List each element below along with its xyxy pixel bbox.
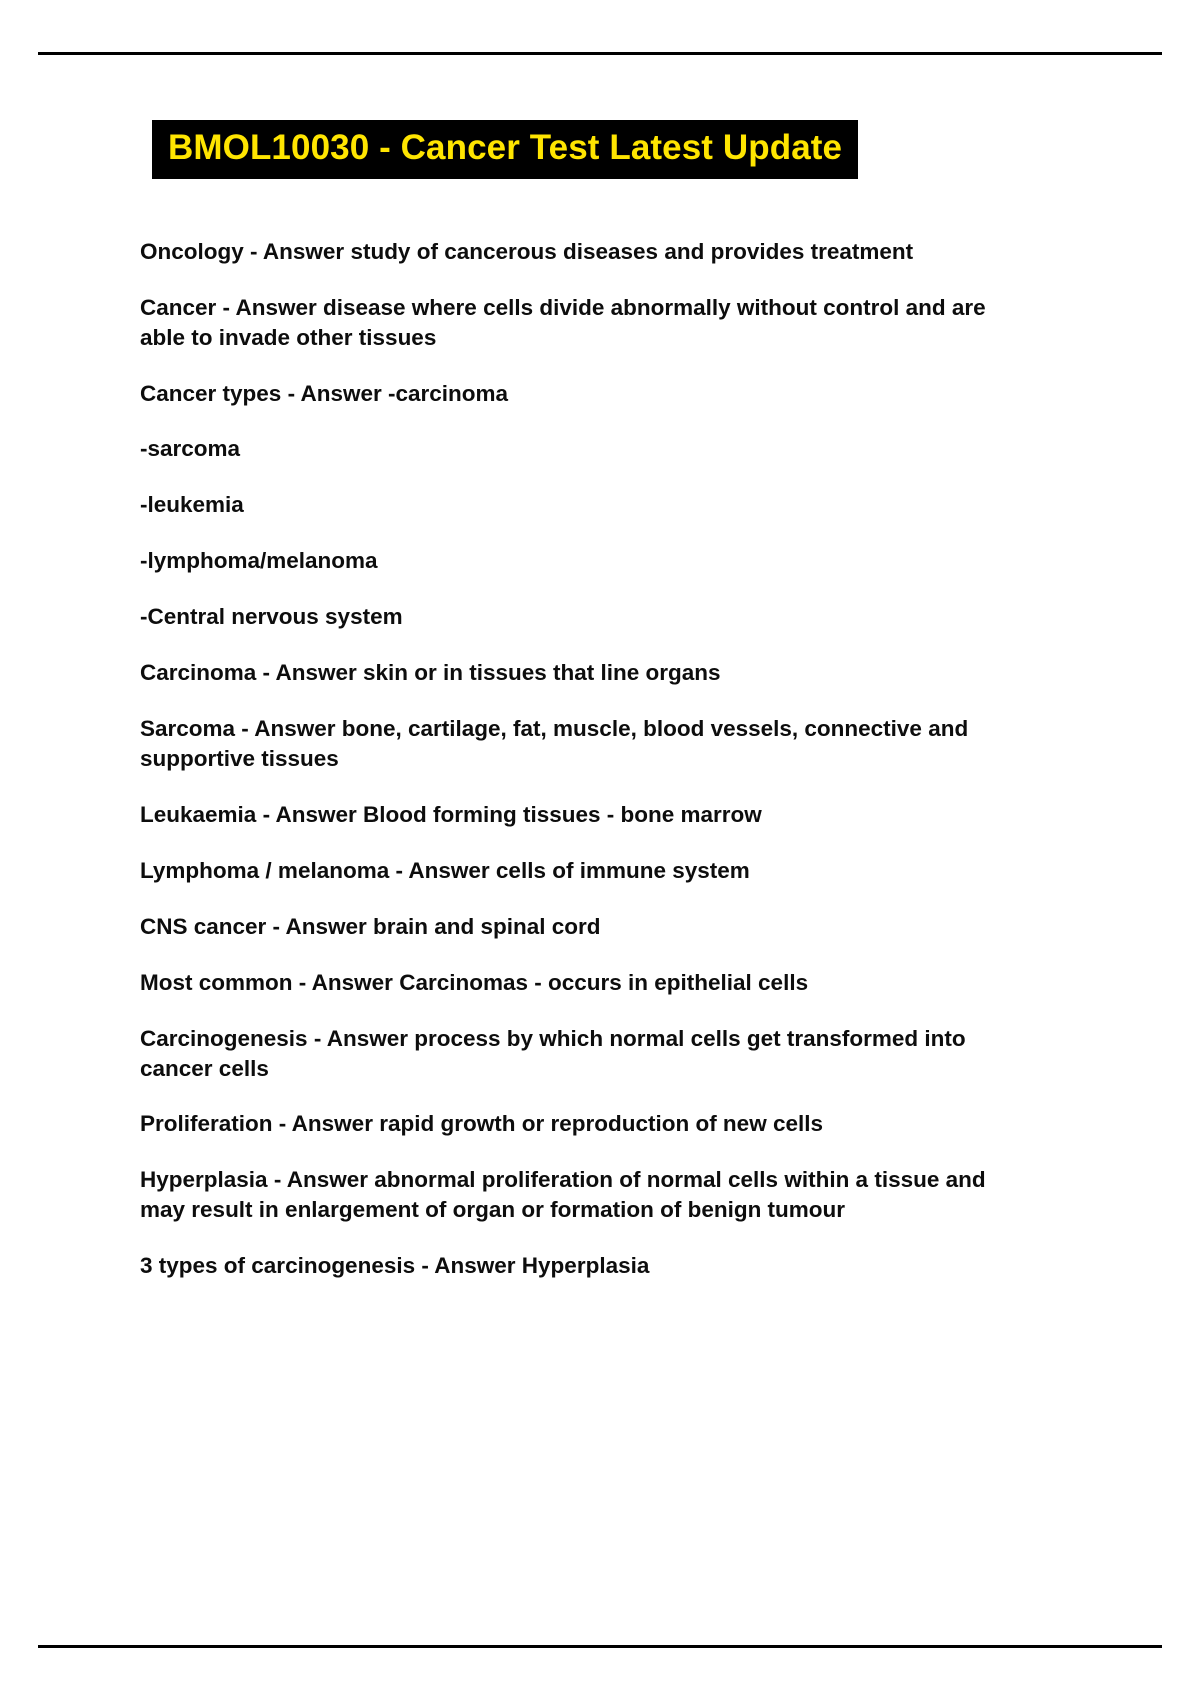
paragraph: Proliferation - Answer rapid growth or reproduction of new cells (140, 1111, 823, 1137)
paragraph: Carcinoma - Answer skin or in tissues that line organs (140, 660, 721, 686)
paragraph: Carcinogenesis - Answer process by which normal cells get transformed into cancer cells (140, 1025, 966, 1081)
footer-divider-line (38, 1645, 1162, 1648)
paragraph: Most common - Answer Carcinomas - occurs in epithelial cells (140, 969, 809, 995)
document-body (140, 237, 1060, 1281)
paragraph: -Central nervous system (140, 604, 403, 630)
header-divider-line (38, 52, 1162, 55)
page-title-highlight (152, 120, 858, 179)
paragraph: -lymphoma/melanoma (140, 548, 378, 574)
paragraph: 3 types of carcinogenesis - Answer Hyperplasia (140, 1253, 650, 1279)
paragraph: Lymphoma / melanoma - Answer cells of immune system (140, 857, 750, 883)
paragraph: Sarcoma - Answer bone, cartilage, fat, muscle, blood vessels, connective and supportive tissues (140, 716, 969, 771)
paragraph: -leukemia (140, 492, 244, 518)
paragraph: Hyperplasia - Answer abnormal proliferation of normal cells within a tissue and may result in enlargement of organ or formation of benign tumour (140, 1167, 986, 1223)
paragraph: Cancer - Answer disease where cells divide abnormally without control and are able to invade other tissues (140, 294, 986, 350)
page-title: BMOL10030 - Cancer Test Latest Update (168, 128, 843, 167)
paragraph: Leukaemia - Answer Blood forming tissues - bone marrow (140, 801, 762, 827)
document-content (140, 120, 1060, 1281)
paragraph: Cancer types - Answer -carcinoma (140, 380, 509, 406)
paragraph: -sarcoma (140, 436, 241, 462)
paragraph: CNS cancer - Answer brain and spinal cord (140, 913, 601, 939)
paragraph: Oncology - Answer study of cancerous diseases and provides treatment (140, 238, 914, 264)
